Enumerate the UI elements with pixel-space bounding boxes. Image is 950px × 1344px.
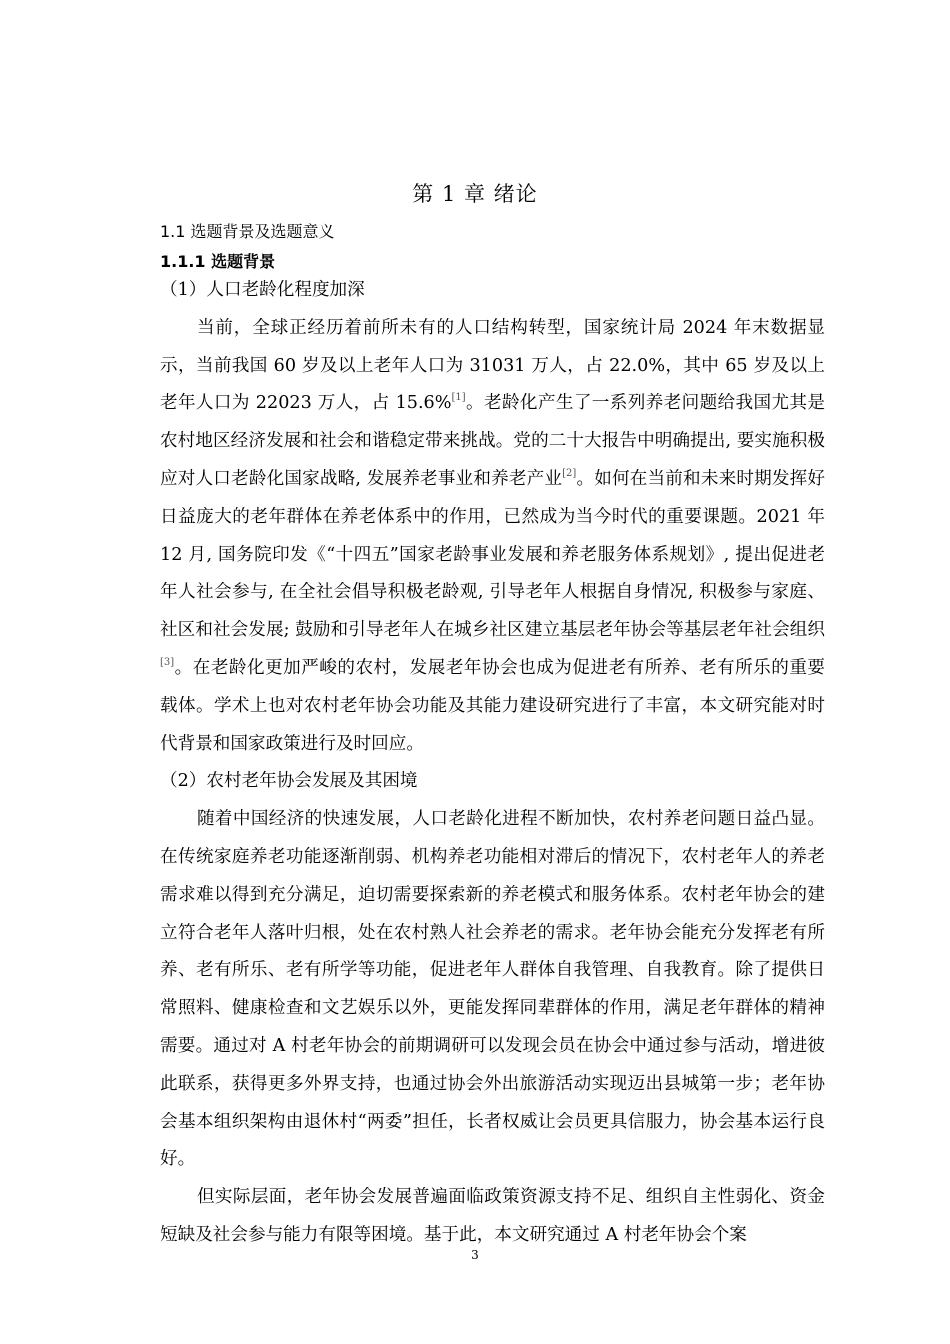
paragraph-1 [160,310,825,764]
citation-1: [1] [451,392,466,404]
citation-2: [2] [562,467,577,479]
paragraph-1-part-1: 当前，全球正经历着前所未有的人口结构转型，国家统计局 2024 年末数据显示，当前我国 60 岁及以上老年人口为 31031 万人，占 22.0%，其中 65 岁及以上老年人口为 22023 万人，占 15.6% [160,317,825,414]
body-text [160,272,825,1255]
paragraph-2: 随着中国经济的快速发展，人口老龄化进程不断加快，农村养老问题日益凸显。在传统家庭养老功能逐渐削弱、机构养老功能相对滞后的情况下，农村老年人的养老需求难以得到充分满足，迫切需要探索新的养老模式和服务体系。农村老年协会的建立符合老年人落叶归根，处在农村熟人社会养老的需求。老年协会能充分发挥老有所养、老有所乐、老有所学等功能，促进老年人群体自我管理、自我教育。除了提供日常照料、健康检查和文艺娱乐以外，更能发挥同辈群体的作用，满足老年群体的精神需要。通过对 A 村老年协会的前期调研可以发现会员在协会中通过参与活动，增进彼此联系，获得更多外界支持，也通过协会外出旅游活动实现迈出县城第一步；老年协会基本组织架构由退休村“两委”担任，长者权威让会员更具信服力，协会基本运行良好。 [160,809,825,1170]
list-item-heading-1: （1）人口老龄化程度加深 [160,280,365,300]
list-item-heading-2: （2）农村老年协会发展及其困境 [160,771,418,792]
paragraph-3: 但实际层面，老年协会发展普遍面临政策资源支持不足、组织自主性弱化、资金短缺及社会参与能力有限等困境。基于此，本文研究通过 A 村老年协会个案 [160,1187,825,1245]
chapter-title: 第 1 章 绪论 [412,182,538,206]
citation-3: [3] [160,656,175,668]
section-title: 1.1 选题背景及选题意义 [160,222,335,241]
page-number: 3 [471,1248,479,1262]
paragraph-1-part-3: 。如何在当前和未来时期发挥好日益庞大的老年群体在养老体系中的作用，已然成为当今时代的重要课题。2021 年 12 月, 国务院印发《“十四五”国家老龄事业发展和养老服务体系规划》, 提出促进老年人社会参与, 在全社会倡导积极老龄观, 引导老年人根据自身情况, 积极参与家庭、社区和社会发展; 鼓励和引导老年人在城乡社区建立基层老年协会等基层老年社会组织 [160,468,825,641]
subsection-title: 1.1.1 选题背景 [160,252,276,271]
paragraph-1-part-2: 。老龄化产生了一系列养老问题给我国尤其是农村地区经济发展和社会和谐稳定带来挑战。党的二十大报告中明确提出, 要实施积极应对人口老龄化国家战略, 发展养老事业和养老产业 [160,393,825,489]
paragraph-1-part-4: 。在老龄化更加严峻的农村，发展老年协会也成为促进老有所养、老有所乐的重要载体。学术上也对农村老年协会功能及其能力建设研究进行了丰富，本文研究能对时代背景和国家政策进行及时回应。 [160,657,825,754]
